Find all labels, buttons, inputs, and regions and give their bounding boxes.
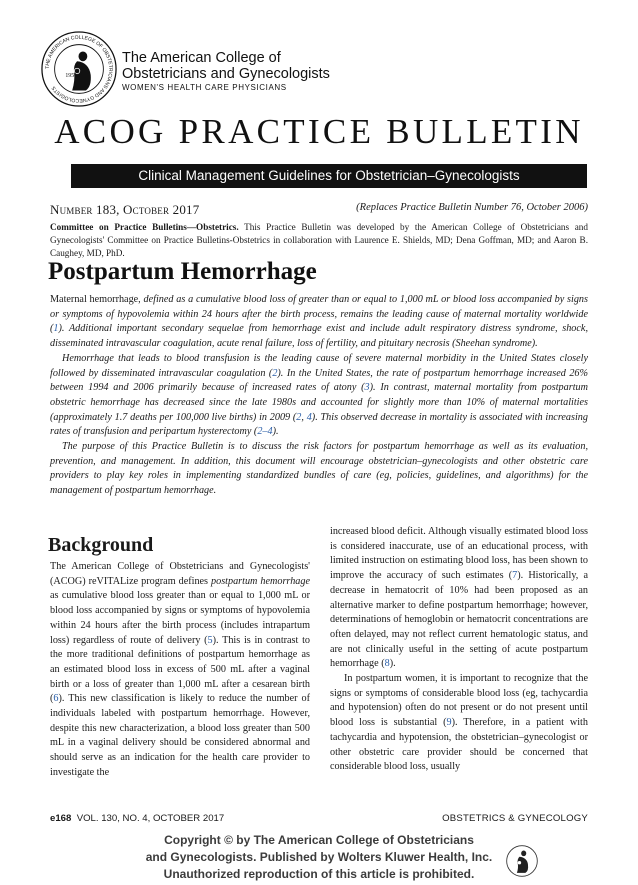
copyright-line1: Copyright © by The American College of Obstetricians xyxy=(164,833,474,847)
term-emphasis: postpartum hemorrhage xyxy=(211,575,311,587)
seal-year: 1951 xyxy=(65,72,78,79)
reference-link[interactable]: 1 xyxy=(53,323,59,335)
reference-link[interactable]: 8 xyxy=(384,658,390,670)
copyright-notice xyxy=(0,832,638,883)
journal-name: OBSTETRICS & GYNECOLOGY xyxy=(442,813,588,824)
abstract xyxy=(50,293,588,499)
text-run: ). Therefore, in a patient with tachycardia and hypotension, the obstetrician–gynecologist or other obstetric care provider should be concerned that considerable blood loss, usually xyxy=(330,717,588,773)
reference-link[interactable]: 3 xyxy=(364,382,370,394)
reference-link[interactable]: 2–4 xyxy=(257,426,273,438)
college-name xyxy=(122,50,330,94)
text-run: The American College of Obstetricians and Gynecologists' (ACOG) reVITALize program defines xyxy=(50,561,310,587)
acog-seal-logo xyxy=(40,30,118,108)
bulletin-number: Number 183, October 2017 xyxy=(50,202,200,217)
copyright-line3: Unauthorized reproduction of this article is prohibited. xyxy=(163,867,475,881)
section-heading-background: Background xyxy=(48,534,154,556)
reference-link[interactable]: 2 xyxy=(272,367,278,379)
volume-info: VOL. 130, NO. 4, OCTOBER 2017 xyxy=(76,813,225,824)
reference-link[interactable]: 5 xyxy=(207,634,213,646)
college-name-line2: Obstetricians and Gynecologists xyxy=(122,66,330,82)
text-run: ). Historically, a decrease in hematocrit of 10% had been proposed as an alternative marker to define postpartum hemorrhage; however, determinations of hemoglobin or hematocrit concentrations are often delayed, may not reflect current hematologic status, and are not clinically useful in the setting of acute postpartum hemorrhage ( xyxy=(330,570,588,670)
page-footer-left xyxy=(50,813,224,824)
college-name-line1: The American College of xyxy=(122,50,281,66)
text-run: Hemorrhage that leads to blood transfusion is the leading cause of severe maternal morbidity in the United States closely followed by disseminated intravascular coagulation ( xyxy=(50,352,588,379)
seal-ring-text: THE AMERICAN COLLEGE OF OBSTETRICIANS AND GYNECOLOGISTS xyxy=(44,34,114,104)
text-run: , xyxy=(301,411,307,423)
text-run: as cumulative blood loss greater than or equal to 1,000 mL or blood loss accompanied by signs or symptoms of hypovolemia within 24 hours after the birth process (includes intrapartum loss) regardless of route of delivery ( xyxy=(50,590,310,646)
text-run: ). Additional important secondary sequelae from hemorrhage exist and include adult respiratory distress syndrome, shock, disseminated intravascular coagulation, acute renal failure, loss of fertility, and pituitary necrosis (Sheehan syndrome). xyxy=(50,323,588,350)
text-run: ). This is in contrast to the more traditional definitions of postpartum hemorrhage as an estimated blood loss in excess of 500 mL after a vaginal birth or a loss of greater than 1,000 mL after a cesarean birth ( xyxy=(50,634,311,705)
text-run: ). xyxy=(389,658,396,670)
reference-link[interactable]: 6 xyxy=(53,693,59,705)
text-run: ). In the United States, the rate of postpartum hemorrhage increased 26% between 1994 and 2006 primarily because of increased rates of atony ( xyxy=(50,367,588,394)
page-number: e168 xyxy=(50,813,72,824)
copyright-line2: and Gynecologists. Published by Wolters Kluwer Health, Inc. xyxy=(145,850,493,864)
reference-link[interactable]: 7 xyxy=(512,570,518,582)
committee-text: This Practice Bulletin was developed by the American College of Obstetricians and Gynecologists' Committee on Practice Bulletins-Obstetrics in collaboration with Laurence E. Shields, MD; Dena Goffman, MD; and Aaron B. Caughey, MD, PhD. xyxy=(50,222,588,258)
text-run: In postpartum women, it is important to recognize that the signs or symptoms of considerable blood loss (eg, tachycardia and hypotension) often do not present or do not present until blood loss is substantial ( xyxy=(330,673,588,729)
background-paragraph-1-continued xyxy=(330,525,588,672)
replaces-note: (Replaces Practice Bulletin Number 76, October 2006) xyxy=(356,202,588,213)
left-column xyxy=(50,560,310,781)
abstract-lead: Maternal hemorrhage, xyxy=(50,294,141,305)
text-run: ). In contrast, maternal mortality from postpartum obstetric hemorrhage has decreased since the late 1980s and accounted for slightly more than 10% of maternal mortalities (approximately 1.7 deaths per 100,000 live births) in 2009 ( xyxy=(50,382,588,423)
right-column xyxy=(330,525,588,775)
college-tagline: WOMEN'S HEALTH CARE PHYSICIANS xyxy=(122,83,287,92)
text-run: ). This observed decrease in mortality is associated with increasing rates of transfusion and peripartum hysterectomy ( xyxy=(50,411,588,438)
bulletin-title: ACOG PRACTICE BULLETIN xyxy=(54,112,584,151)
abstract-paragraph-3: The purpose of this Practice Bulletin is to discuss the risk factors for postpartum hemorrhage as well as its evaluation, prevention, and management. In addition, this document will encourage obstetrician–gynecologists and other obstetric care providers to play key roles in implementing standardized bundles of care (eg, policies, guidelines, and algorithms) for the management of postpartum hemorrhage. xyxy=(50,441,588,497)
text-run: defined as a cumulative blood loss of greater than or equal to 1,000 mL or blood loss accompanied by signs or symptoms of hypovolemia within 24 hours after the birth process, remains the leading cause of maternal mortality worldwide ( xyxy=(50,294,588,335)
background-paragraph-2 xyxy=(330,672,588,775)
text-run: ). xyxy=(272,426,279,438)
background-paragraph-1 xyxy=(50,560,310,781)
acog-emblem-icon xyxy=(505,844,539,878)
abstract-paragraph-2 xyxy=(50,352,588,440)
article-title: Postpartum Hemorrhage xyxy=(48,258,317,285)
reference-link[interactable]: 4 xyxy=(306,411,312,423)
committee-name: Committee on Practice Bulletins—Obstetrics. xyxy=(50,222,239,232)
text-run: ). This new classification is likely to reduce the number of individuals labeled with postpartum hemorrhage. However, despite this new characterization, a blood loss greater than 500 mL in a vaginal delivery should be considered abnormal and should serve as an indication for the health care provider to investigate the xyxy=(50,693,310,778)
guidelines-banner: Clinical Management Guidelines for Obstetrician–Gynecologists xyxy=(71,164,587,188)
mother-child-figure-icon xyxy=(72,51,91,90)
committee-credit xyxy=(50,221,588,260)
text-run: increased blood deficit. Although visually estimated blood loss is considered inaccurate, use of an educational process, with limited instruction on estimating blood loss, has been shown to improve the accuracy of such estimates ( xyxy=(330,526,588,582)
abstract-paragraph-1 xyxy=(50,293,588,352)
reference-link[interactable]: 9 xyxy=(446,717,452,729)
reference-link[interactable]: 2 xyxy=(296,411,302,423)
